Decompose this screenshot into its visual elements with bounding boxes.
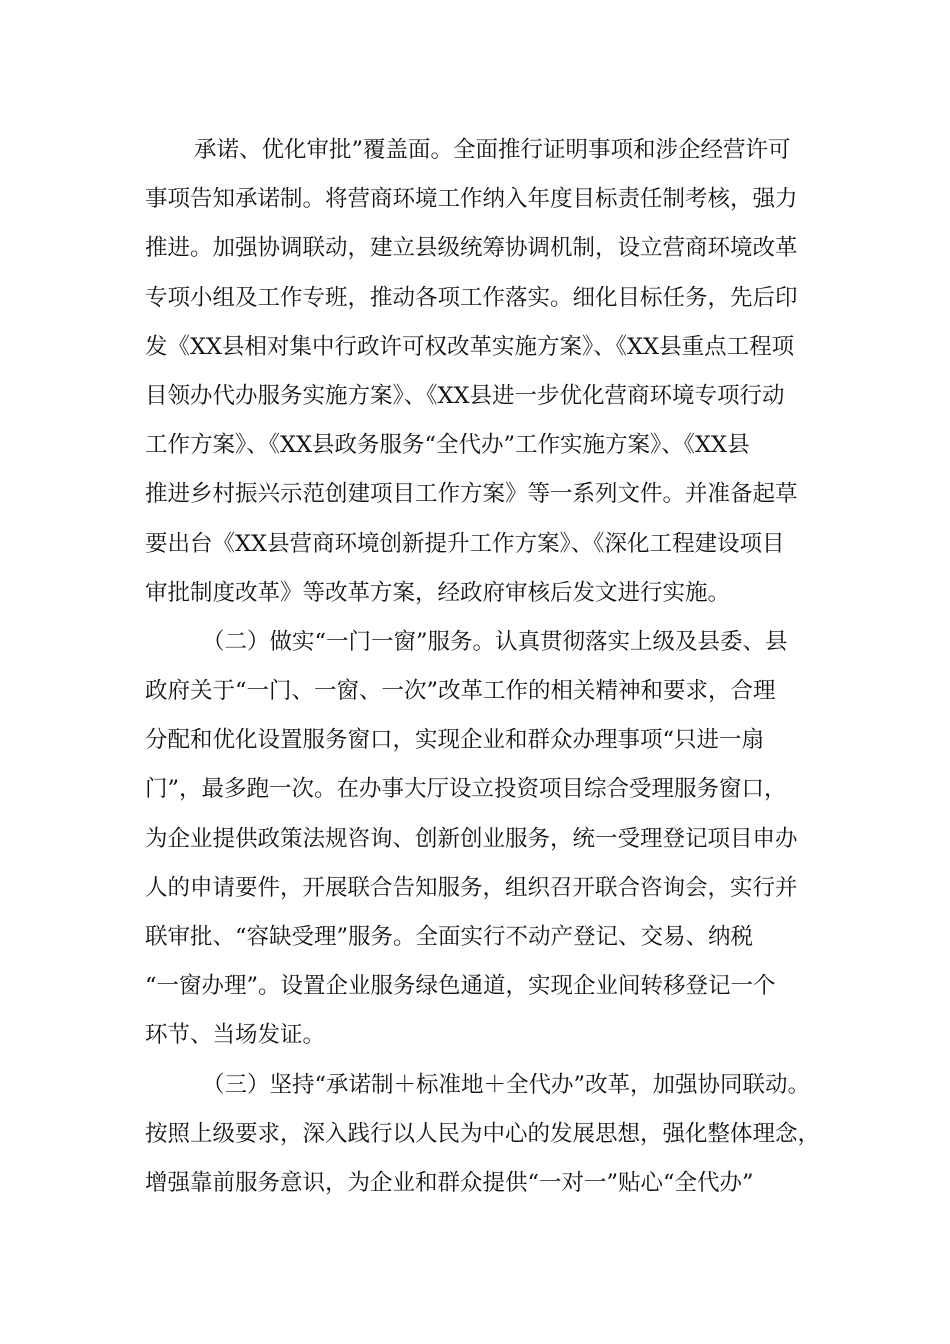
text-line-14: 门”，最多跑一次。在办事大厅设立投资项目综合受理服务窗口， [145,776,787,803]
text-line-19: 环节、当场发证。 [145,1022,326,1049]
text-line-02: 事项告知承诺制。将营商环境工作纳入年度目标责任制考核，强力 [145,186,798,213]
text-line-09: 要出台《XX县营商环境创新提升工作方案》、《深化工程建设项目 [145,530,785,557]
text-line-16: 人的申请要件，开展联合告知服务，组织召开联合咨询会，实行并 [145,874,798,901]
section-heading-line-3: （三）坚持“承诺制＋标准地＋全代办”改革，加强协同联动。 [202,1071,811,1098]
text-line-12: 政府关于“一门、一窗、一次”改革工作的相关精神和要求，合理 [145,678,776,705]
text-line-07: 工作方案》、《XX县政务服务“全代办”工作实施方案》、《XX县 [145,432,750,459]
text-line-06: 目领办代办服务实施方案》、《XX县进一步优化营商环境专项行动 [145,382,785,409]
section-heading-line-2: （二）做实“一门一窗”服务。认真贯彻落实上级及县委、县 [202,628,788,655]
text-line-17: 联审批、“容缺受理”服务。全面实行不动产登记、交易、纳税 [145,924,754,950]
text-line-22: 增强靠前服务意识，为企业和群众提供“一对一”贴心“全代办” [145,1169,754,1196]
text-line-08: 推进乡村振兴示范创建项目工作方案》等一系列文件。并准备起草 [145,481,798,508]
text-line-10: 审批制度改革》等改革方案，经政府审核后发文进行实施。 [145,579,731,606]
text-line-15: 为企业提供政策法规咨询、创新创业服务，统一受理登记项目申办 [145,825,798,852]
text-line-03: 推进。加强协调联动，建立县级统筹协调机制，设立营商环境改革 [145,235,798,262]
document-body [145,126,821,1208]
text-line-05: 发《XX县相对集中行政许可权改革实施方案》、《XX县重点工程项 [145,333,795,360]
text-line-18: “一窗办理”。设置企业服务绿色通道，实现企业间转移登记一个 [145,973,776,1000]
text-line-21: 按照上级要求，深入践行以人民为中心的发展思想，强化整体理念， [145,1120,821,1147]
text-line-13: 分配和优化设置服务窗口，实现企业和群众办理事项“只进一扇 [145,727,765,754]
text-line-01: 承诺、优化审批”覆盖面。全面推行证明事项和涉企经营许可 [194,137,791,163]
text-line-04: 专项小组及工作专班，推动各项工作落实。细化目标任务，先后印 [145,284,798,311]
